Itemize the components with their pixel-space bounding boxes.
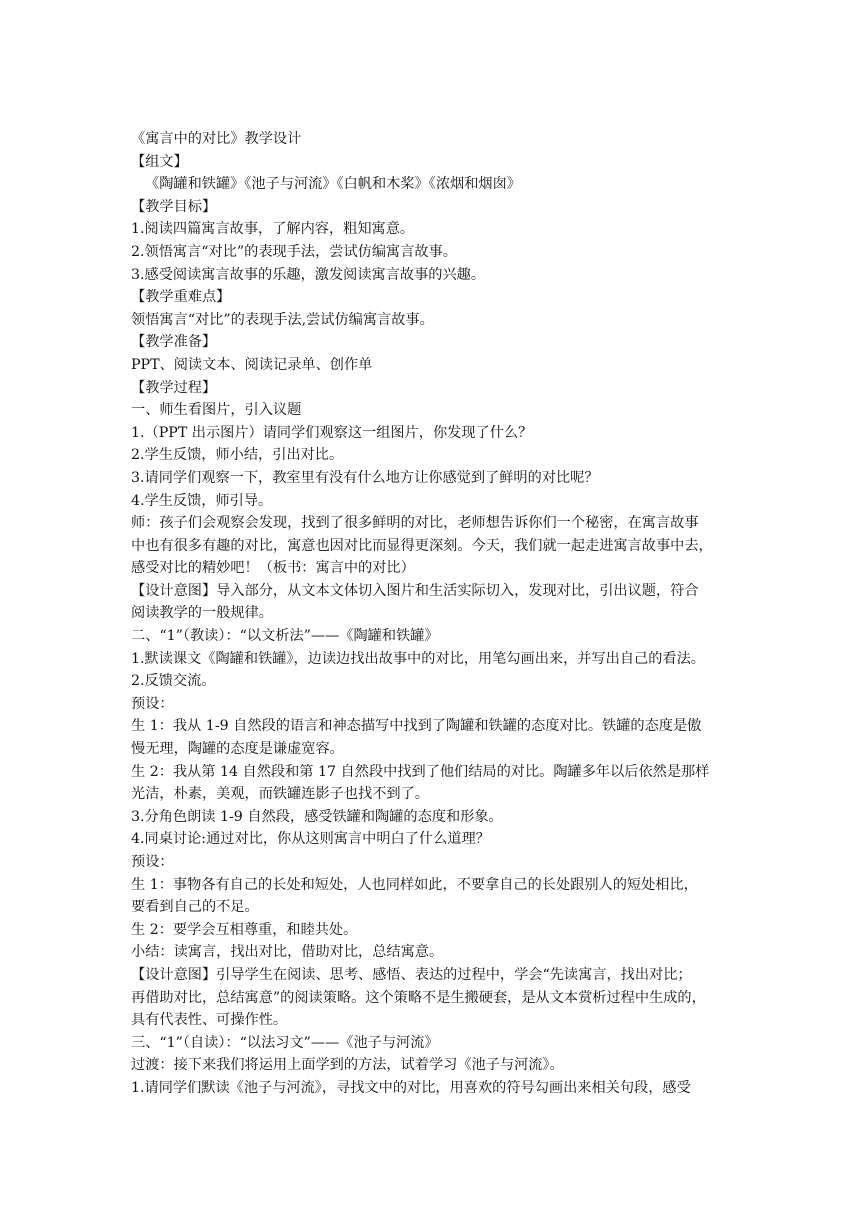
key-point-text: 领悟寓言“对比”的表现手法,尝试仿编寓言故事。: [131, 311, 434, 328]
paragraph-line: 【设计意图】引导学生在阅读、思考、感悟、表达的过程中，学会“先读寓言，找出对比；: [131, 966, 692, 983]
section-heading-process: 【教学过程】: [131, 379, 217, 396]
section-heading-texts: 【组文】: [131, 153, 188, 170]
paragraph-line: 具有代表性、可操作性。: [131, 1012, 288, 1029]
paragraph-line: 中也有很多有趣的对比，寓意也因对比而显得更深刻。今天，我们就一起走进寓言故事中去，: [131, 537, 713, 554]
paragraph-line: 阅读教学的一般规律。: [131, 605, 273, 622]
section-heading-goals: 【教学目标】: [131, 198, 217, 215]
paragraph-line: 小结：读寓言，找出对比，借助对比，总结寓意。: [131, 944, 444, 961]
paragraph-line: 4.同桌讨论:通过对比，你从这则寓言中明白了什么道理？: [131, 831, 490, 848]
document-title: 《寓言中的对比》教学设计: [131, 131, 302, 147]
goal-item: 1.阅读四篇寓言故事，了解内容，粗知寓意。: [131, 221, 415, 238]
paragraph-line: 师：孩子们会观察会发现，找到了很多鲜明的对比，老师想告诉你们一个秘密，在寓言故事: [131, 515, 699, 532]
paragraph-line: 1.默读课文《陶罐和铁罐》，边读边找出故事中的对比，用笔勾画出来，并写出自己的看法。: [131, 650, 705, 667]
paragraph-line: 生 1：事物各有自己的长处和短处，人也同样如此，不要拿自己的长处跟别人的短处相比，: [131, 876, 698, 893]
process-step-heading: 三、“1”（自读）：“以法习文”——《池子与河流》: [131, 1034, 439, 1051]
paragraph-line: 生 2：要学会互相尊重，和睦共处。: [131, 921, 358, 938]
paragraph-line: 过渡：接下来我们将运用上面学到的方法，试着学习《池子与河流》。: [131, 1057, 564, 1074]
paragraph-line: 预设：: [131, 695, 174, 712]
text-list: 《陶罐和铁罐》《池子与河流》《白帆和木桨》《浓烟和烟囱》: [145, 176, 521, 193]
paragraph-line: 再借助对比，总结寓意”的阅读策略。这个策略不是生搬硬套，是从文本赏析过程中生成的，: [131, 989, 706, 1006]
section-heading-key-points: 【教学重难点】: [131, 289, 231, 306]
paragraph-line: 2.反馈交流。: [131, 673, 216, 690]
paragraph-line: 生 1：我从 1-9 自然段的语言和神态描写中找到了陶罐和铁罐的态度对比。铁罐的态度是傲: [131, 718, 702, 735]
paragraph-line: 光洁，朴素，美观，而铁罐连影子也找不到了。: [131, 786, 429, 803]
paragraph-line: 预设：: [131, 854, 174, 870]
process-step-heading: 一、师生看图片，引入议题: [131, 402, 302, 419]
paragraph-line: 1.请同学们默读《池子与河流》，寻找文中的对比，用喜欢的符号勾画出来相关句段，感受: [131, 1079, 691, 1096]
paragraph-line: 4.学生反馈，师引导。: [131, 492, 273, 509]
paragraph-line: 2.学生反馈，师小结，引出对比。: [131, 447, 344, 464]
paragraph-line: 3.请同学们观察一下，教室里有没有什么地方让你感觉到了鲜明的对比呢？: [131, 469, 599, 486]
paragraph-line: 要看到自己的不足。: [131, 899, 259, 916]
goal-item: 3.感受阅读寓言故事的乐趣，激发阅读寓言故事的兴趣。: [131, 266, 486, 283]
paragraph-line: 【设计意图】导入部分，从文本文体切入图片和生活实际切入，发现对比，引出议题，符合: [131, 582, 699, 599]
paragraph-line: 3.分角色朗读 1-9 自然段，感受铁罐和陶罐的态度和形象。: [131, 808, 503, 825]
process-step-heading: 二、“1”（教读）：“以文析法”——《陶罐和铁罐》: [131, 628, 439, 645]
preparation-text: PPT、阅读文本、阅读记录单、创作单: [131, 356, 373, 373]
paragraph-line: 生 2：我从第 14 自然段和第 17 自然段中找到了他们结局的对比。陶罐多年以后依然是那样: [131, 763, 710, 780]
paragraph-line: 1.（PPT 出示图片）请同学们观察这一组图片，你发现了什么？: [131, 424, 533, 441]
paragraph-line: 感受对比的精妙吧！（板书：寓言中的对比）: [131, 560, 415, 577]
document-page: [131, 128, 735, 1100]
goal-item: 2.领悟寓言“对比”的表现手法，尝试仿编寓言故事。: [131, 243, 457, 260]
section-heading-preparation: 【教学准备】: [131, 334, 217, 351]
paragraph-line: 慢无理，陶罐的态度是谦虚宽容。: [131, 741, 344, 758]
